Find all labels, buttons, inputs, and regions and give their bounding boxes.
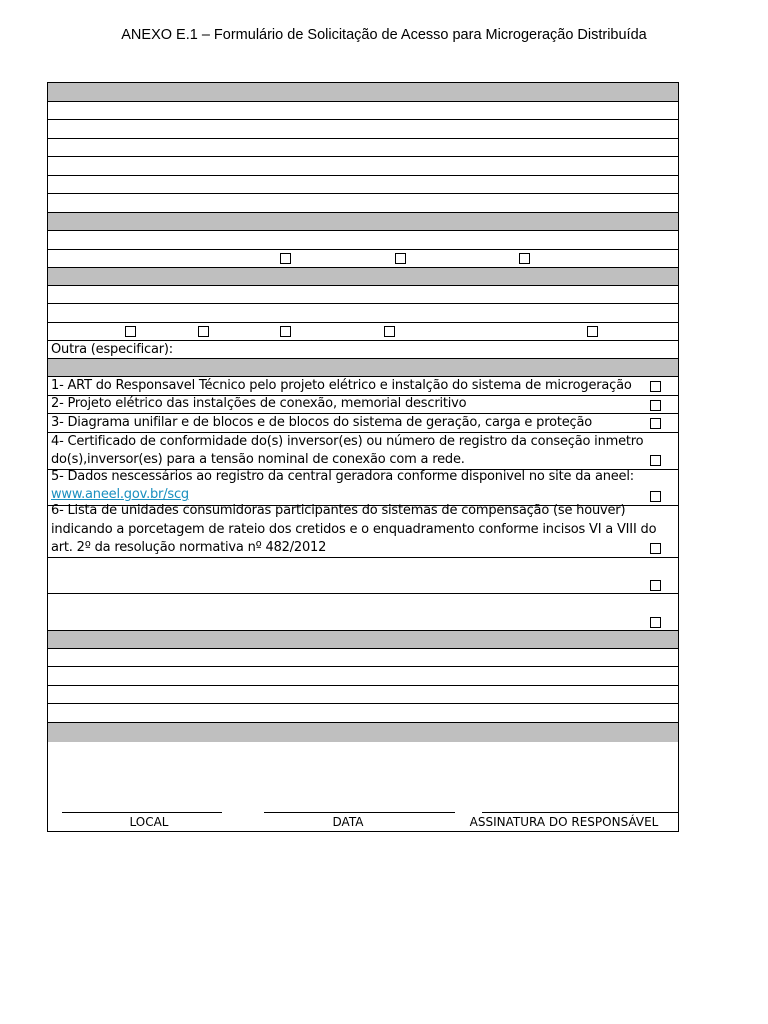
section-header-documents bbox=[48, 359, 678, 377]
page-title: ANEXO E.1 – Formulário de Solicitação de Acesso para Microgeração Distribuída bbox=[121, 27, 647, 43]
access-request-form bbox=[47, 82, 679, 832]
blank-field-row[interactable] bbox=[48, 667, 678, 686]
checkbox-row-1 bbox=[48, 250, 678, 268]
section-header-5 bbox=[48, 631, 678, 649]
document-checkbox-3[interactable] bbox=[650, 418, 661, 429]
document-item-6 bbox=[48, 503, 678, 558]
blank-field-row[interactable] bbox=[48, 102, 678, 120]
blank-field-row[interactable] bbox=[48, 176, 678, 194]
local-signature-line[interactable] bbox=[62, 812, 222, 813]
checkbox[interactable] bbox=[395, 253, 406, 264]
document-item-3 bbox=[48, 414, 678, 433]
checkbox[interactable] bbox=[280, 253, 291, 264]
document-checkbox-4[interactable] bbox=[650, 455, 661, 466]
responsible-signature-line[interactable] bbox=[482, 812, 678, 813]
document-text: 5- Dados nescessários ao registro da central geradora conforme disponivel no site da aneel: bbox=[51, 469, 634, 484]
section-header-signature bbox=[48, 723, 678, 742]
other-label: Outra (especificar): bbox=[51, 342, 173, 357]
section-header-1 bbox=[48, 83, 678, 102]
document-text: 1- ART do Responsavel Técnico pelo projeto elétrico e instalção do sistema de microgeração bbox=[51, 378, 632, 393]
blank-field-row[interactable] bbox=[48, 194, 678, 213]
document-checkbox-7[interactable] bbox=[650, 580, 661, 591]
responsible-label: ASSINATURA DO RESPONSÁVEL bbox=[469, 815, 659, 829]
document-text: 2- Projeto elétrico das instalções de conexão, memorial descritivo bbox=[51, 396, 467, 411]
local-label: LOCAL bbox=[129, 815, 169, 829]
blank-field-row[interactable] bbox=[48, 120, 678, 139]
date-signature-line[interactable] bbox=[264, 812, 455, 813]
blank-field-row[interactable] bbox=[48, 286, 678, 304]
document-text: 3- Diagrama unifilar e de blocos e de blocos do sistema de geração, carga e proteção bbox=[51, 415, 592, 430]
document-text: 6- Lista de unidades consumidoras participantes do sistemas de compensação (se houver) bbox=[51, 503, 626, 518]
document-checkbox-8[interactable] bbox=[650, 617, 661, 628]
document-text: indicando a porcetagem de rateio dos cretidos e o enquadramento conforme incisos VI a VIII do bbox=[51, 522, 657, 537]
checkbox[interactable] bbox=[198, 326, 209, 337]
blank-field-row[interactable] bbox=[48, 649, 678, 667]
blank-field-row[interactable] bbox=[48, 704, 678, 723]
document-item-5 bbox=[48, 470, 678, 506]
blank-field-row[interactable] bbox=[48, 686, 678, 704]
checkbox[interactable] bbox=[125, 326, 136, 337]
document-item-8 bbox=[48, 594, 678, 631]
document-item-1 bbox=[48, 377, 678, 396]
document-text: do(s),inversor(es) para a tensão nominal de conexão com a rede. bbox=[51, 452, 465, 467]
blank-field-row[interactable] bbox=[48, 157, 678, 176]
other-row[interactable] bbox=[48, 341, 678, 359]
document-item-7 bbox=[48, 558, 678, 594]
document-item-4 bbox=[48, 433, 678, 470]
document-item-2 bbox=[48, 396, 678, 414]
document-checkbox-5[interactable] bbox=[650, 491, 661, 502]
document-checkbox-2[interactable] bbox=[650, 400, 661, 411]
blank-field-row[interactable] bbox=[48, 304, 678, 323]
checkbox-row-2 bbox=[48, 323, 678, 341]
checkbox[interactable] bbox=[384, 326, 395, 337]
document-text: art. 2º da resolução normativa nº 482/2012 bbox=[51, 540, 327, 555]
section-header-2 bbox=[48, 213, 678, 231]
blank-field-row[interactable] bbox=[48, 231, 678, 250]
section-header-3 bbox=[48, 268, 678, 286]
date-label: DATA bbox=[332, 815, 364, 829]
blank-field-row[interactable] bbox=[48, 139, 678, 157]
aneel-link[interactable]: www.aneel.gov.br/scg bbox=[51, 487, 189, 502]
document-checkbox-1[interactable] bbox=[650, 381, 661, 392]
document-checkbox-6[interactable] bbox=[650, 543, 661, 554]
checkbox[interactable] bbox=[587, 326, 598, 337]
document-text: 4- Certificado de conformidade do(s) inversor(es) ou número de registro da conseção inmetro bbox=[51, 434, 644, 449]
checkbox[interactable] bbox=[280, 326, 291, 337]
checkbox[interactable] bbox=[519, 253, 530, 264]
